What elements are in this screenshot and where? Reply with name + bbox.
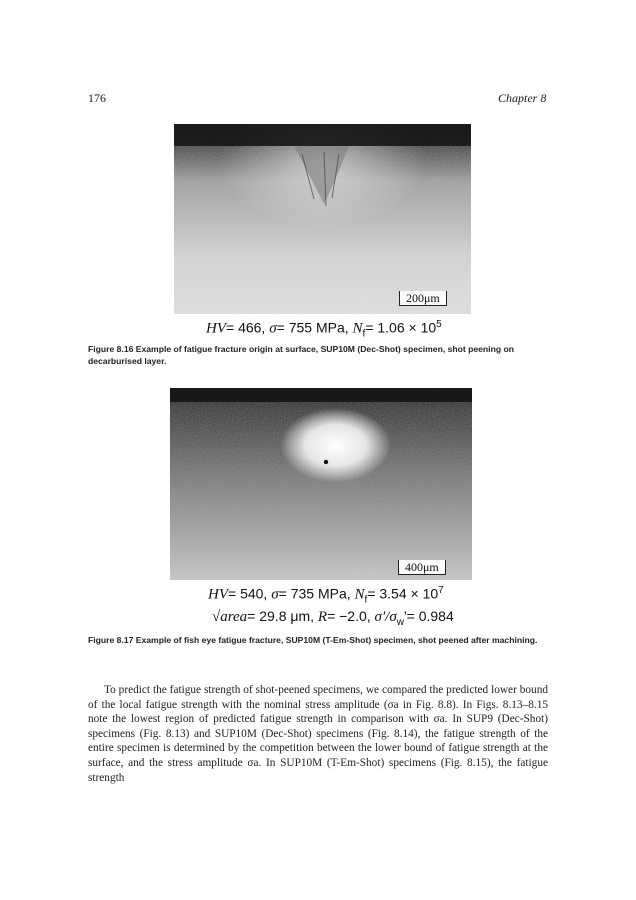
nf-label: N xyxy=(354,586,365,603)
chapter-title: Chapter 8 xyxy=(498,91,547,105)
nf-subscript: f xyxy=(364,594,368,606)
scale-bar: 400μm xyxy=(398,560,446,575)
r-ratio-label: R xyxy=(317,609,328,625)
r-ratio-value: = −2.0, xyxy=(327,608,371,624)
scale-bar: 200μm xyxy=(399,291,447,306)
fish-eye-fracture-image xyxy=(170,388,472,580)
sigma-label: σ xyxy=(271,586,279,603)
sqrt-area-value: = 29.8 μm, xyxy=(247,608,314,624)
figure-8-17-micrograph xyxy=(170,388,472,580)
fish-eye-origin-inclusion xyxy=(324,460,328,464)
figure-8-17-metrics xyxy=(208,585,444,605)
nf-exponent: 7 xyxy=(438,585,444,596)
fracture-surface-image xyxy=(174,124,471,314)
sigma-value: = 755 MPa, xyxy=(276,319,349,336)
body-paragraph: To predict the fatigue strength of shot-peened specimens, we compared the predicted lower bound of the local fatigue strength with the nominal stress amplitude (σa in Fig. 8.8). In Figs. 8.13–8.15 note the lowest region of predicted fatigue strength in comparison with σa. In SUP9 (Dec-Shot) specimens (Fig. 8.13) and SUP10M (Dec-Shot) specimens (Fig. 8.14), the fatigue strength of the entire specimen is determined by the competition between the lower bound of fatigue strength at the surface, and the stress amplitude σa. In SUP10M (T-Em-Shot) specimens (Fig. 8.15), the fatigue strength xyxy=(88,684,548,784)
figure-8-16-micrograph xyxy=(174,124,471,314)
nf-value: = 1.06 × 10 xyxy=(365,319,437,336)
stress-ratio-subscript: w xyxy=(396,616,404,628)
hv-label: HV xyxy=(208,586,228,603)
hv-value: = 466, xyxy=(226,319,266,336)
sigma-value: = 735 MPa, xyxy=(278,585,351,602)
page-number: 176 xyxy=(88,91,106,105)
sqrt-area-label: √area xyxy=(212,609,248,625)
stress-ratio-label: σ'/σ xyxy=(374,609,397,625)
hv-label: HV xyxy=(206,320,226,337)
figure-8-17-metrics-secondary xyxy=(212,608,454,628)
figure-8-16-caption: Figure 8.16 Example of fatigue fracture origin at surface, SUP10M (Dec-Shot) specimen, shot peening on decarburised layer. xyxy=(88,344,514,366)
figure-8-16-metrics xyxy=(206,319,442,339)
nf-subscript: f xyxy=(362,328,366,340)
stress-ratio-value: '= 0.984 xyxy=(403,608,454,624)
hv-value: = 540, xyxy=(228,585,268,602)
figure-8-17-caption: Figure 8.17 Example of fish eye fatigue fracture, SUP10M (T-Em-Shot) specimen, shot peened after machining. xyxy=(88,635,538,645)
nf-value: = 3.54 × 10 xyxy=(367,585,439,602)
nf-label: N xyxy=(352,320,363,337)
sigma-label: σ xyxy=(269,320,277,337)
nf-exponent: 5 xyxy=(436,319,442,330)
